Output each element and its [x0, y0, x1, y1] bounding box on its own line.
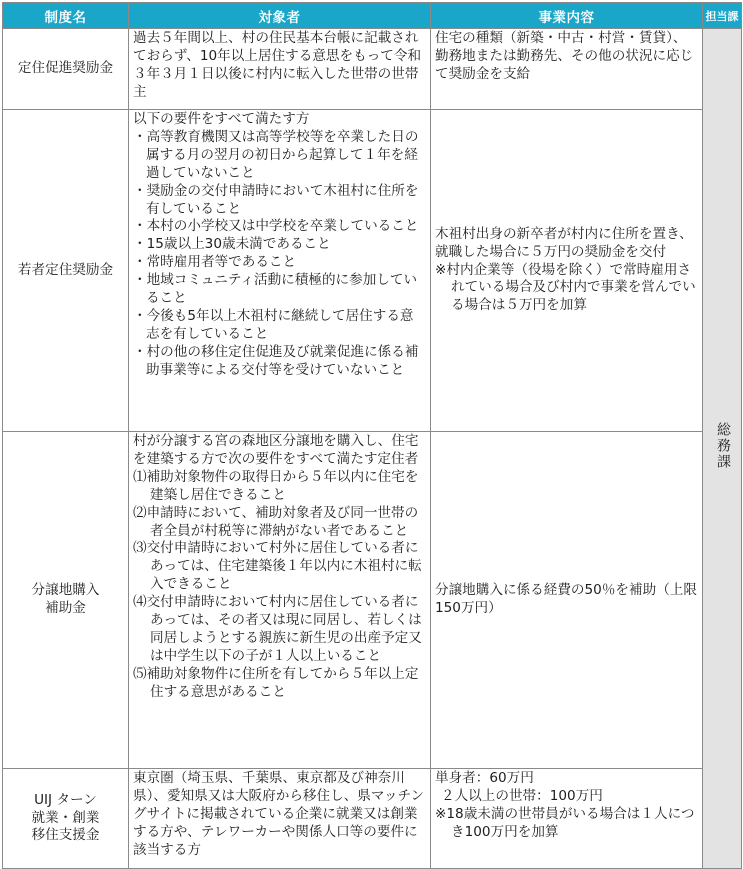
program-name — [3, 432, 129, 769]
content-cell — [431, 769, 703, 869]
table-row — [3, 769, 742, 869]
target-intro: 過去５年間以上、村の住民基本台帳に記載されておらず、10年以上居住する意思をもって令和３年３月１日以後に村内に転入した世帯の世帯主 — [133, 30, 422, 100]
requirement-item: ⑸補助対象物件に住所を有してから５年以上定住する意思があること — [133, 665, 419, 700]
program-name-line: 定住促進奨励金 — [17, 60, 114, 77]
content-note: ※18歳未満の世帯員がいる場合は１人につき100万円を加算 — [435, 805, 695, 840]
table-row — [3, 110, 742, 432]
content-note: ※村内企業等（役場を除く）で常時雇用されている場合及び村内で事業を営んでいる場合は５万円を加算 — [435, 261, 696, 314]
content-line: ２人以上の世帯：100万円 — [441, 787, 603, 804]
requirement-item: ⑶交付申請時において村外に居住している者にあっては、住宅建築後１年以内に木祖村に転入できること — [133, 540, 422, 593]
program-name — [3, 110, 129, 432]
target-intro: 以下の要件をすべて満たす方 — [133, 111, 310, 127]
department-cell — [703, 29, 742, 869]
content-line: 単身者：60万円 — [435, 770, 534, 786]
program-name-line: 就業・創業 — [31, 809, 100, 826]
requirement-item: ⑵申請時において、補助対象者及び同一世帯の者全員が村税等に滞納がない者であること — [133, 504, 419, 539]
requirement-item: ・常時雇用者等であること — [133, 254, 297, 271]
program-name — [3, 29, 129, 110]
header-content: 事業内容 — [431, 3, 703, 29]
header-target: 対象者 — [129, 3, 431, 29]
target-intro: 東京圏（埼玉県、千葉県、東京都及び神奈川県）、愛知県又は大阪府から移住し、県マッチングサイトに掲載されている企業に就業又は創業する方や、テレワーカーや関係人口等の要件に該当する方 — [133, 770, 425, 858]
program-table — [2, 2, 742, 869]
target-cell — [129, 110, 431, 432]
content-text: 分譲地購入に係る経費の50％を補助（上限150万円） — [435, 582, 697, 616]
program-name-line: UIJ ターン — [34, 791, 97, 808]
program-name-line: 移住支援金 — [31, 827, 100, 844]
table-row — [3, 29, 742, 110]
requirement-item: ⑷交付申請時において村内に居住している者にあっては、その者又は現に同居し、若しくは同居しようとする親族に新生児の出産予定又は中学生以下の子が１人以上いること — [133, 594, 422, 664]
content-cell — [431, 432, 703, 769]
table-header-row — [3, 3, 742, 29]
requirement-item: ・高等教育機関又は高等学校等を卒業した日の属する月の翌月の初日から起算して１年を経過していないこと — [133, 128, 419, 181]
requirement-item: ・奨励金の交付申請時において木祖村に住所を有していること — [133, 182, 419, 217]
target-intro: 村が分譲する宮の森地区分譲地を購入し、住宅を建築する方で次の要件をすべて満たす定住者 — [133, 433, 419, 467]
program-name-line: 分譲地購入 — [31, 582, 100, 599]
program-name-line: 補助金 — [45, 600, 86, 616]
content-cell — [431, 110, 703, 432]
header-name: 制度名 — [3, 3, 129, 29]
target-cell — [129, 432, 431, 769]
requirement-item: ⑴補助対象物件の取得日から５年以内に住宅を建築し居住できること — [133, 468, 419, 503]
requirement-item: ・15歳以上30歳未満であること — [133, 236, 331, 253]
requirement-item: ・村の他の移住定住促進及び就業促進に係る補助事業等による交付等を受けていないこと — [133, 343, 419, 378]
program-name — [3, 769, 129, 869]
requirement-item: ・本村の小学校又は中学校を卒業していること — [133, 218, 419, 235]
content-text: 木祖村出身の新卒者が村内に住所を置き、就職した場合に５万円の奨励金を交付 — [435, 225, 693, 260]
table-row — [3, 432, 742, 769]
target-cell — [129, 29, 431, 110]
requirement-item: ・今後も5年以上木祖村に継続して居住する意志を有していること — [133, 307, 414, 342]
department-name: 総務課 — [714, 421, 731, 470]
requirement-item: ・地域コミュニティ活動に積極的に参加していること — [133, 272, 418, 307]
program-name-line: 若者定住奨励金 — [17, 261, 114, 278]
content-cell — [431, 29, 703, 110]
header-dept: 担当課 — [703, 3, 742, 29]
target-cell — [129, 769, 431, 869]
content-text: 住宅の種類（新築・中古・村営・賃貸）、勤務地または勤務先、その他の状況に応じて奨励金を支給 — [435, 30, 694, 82]
